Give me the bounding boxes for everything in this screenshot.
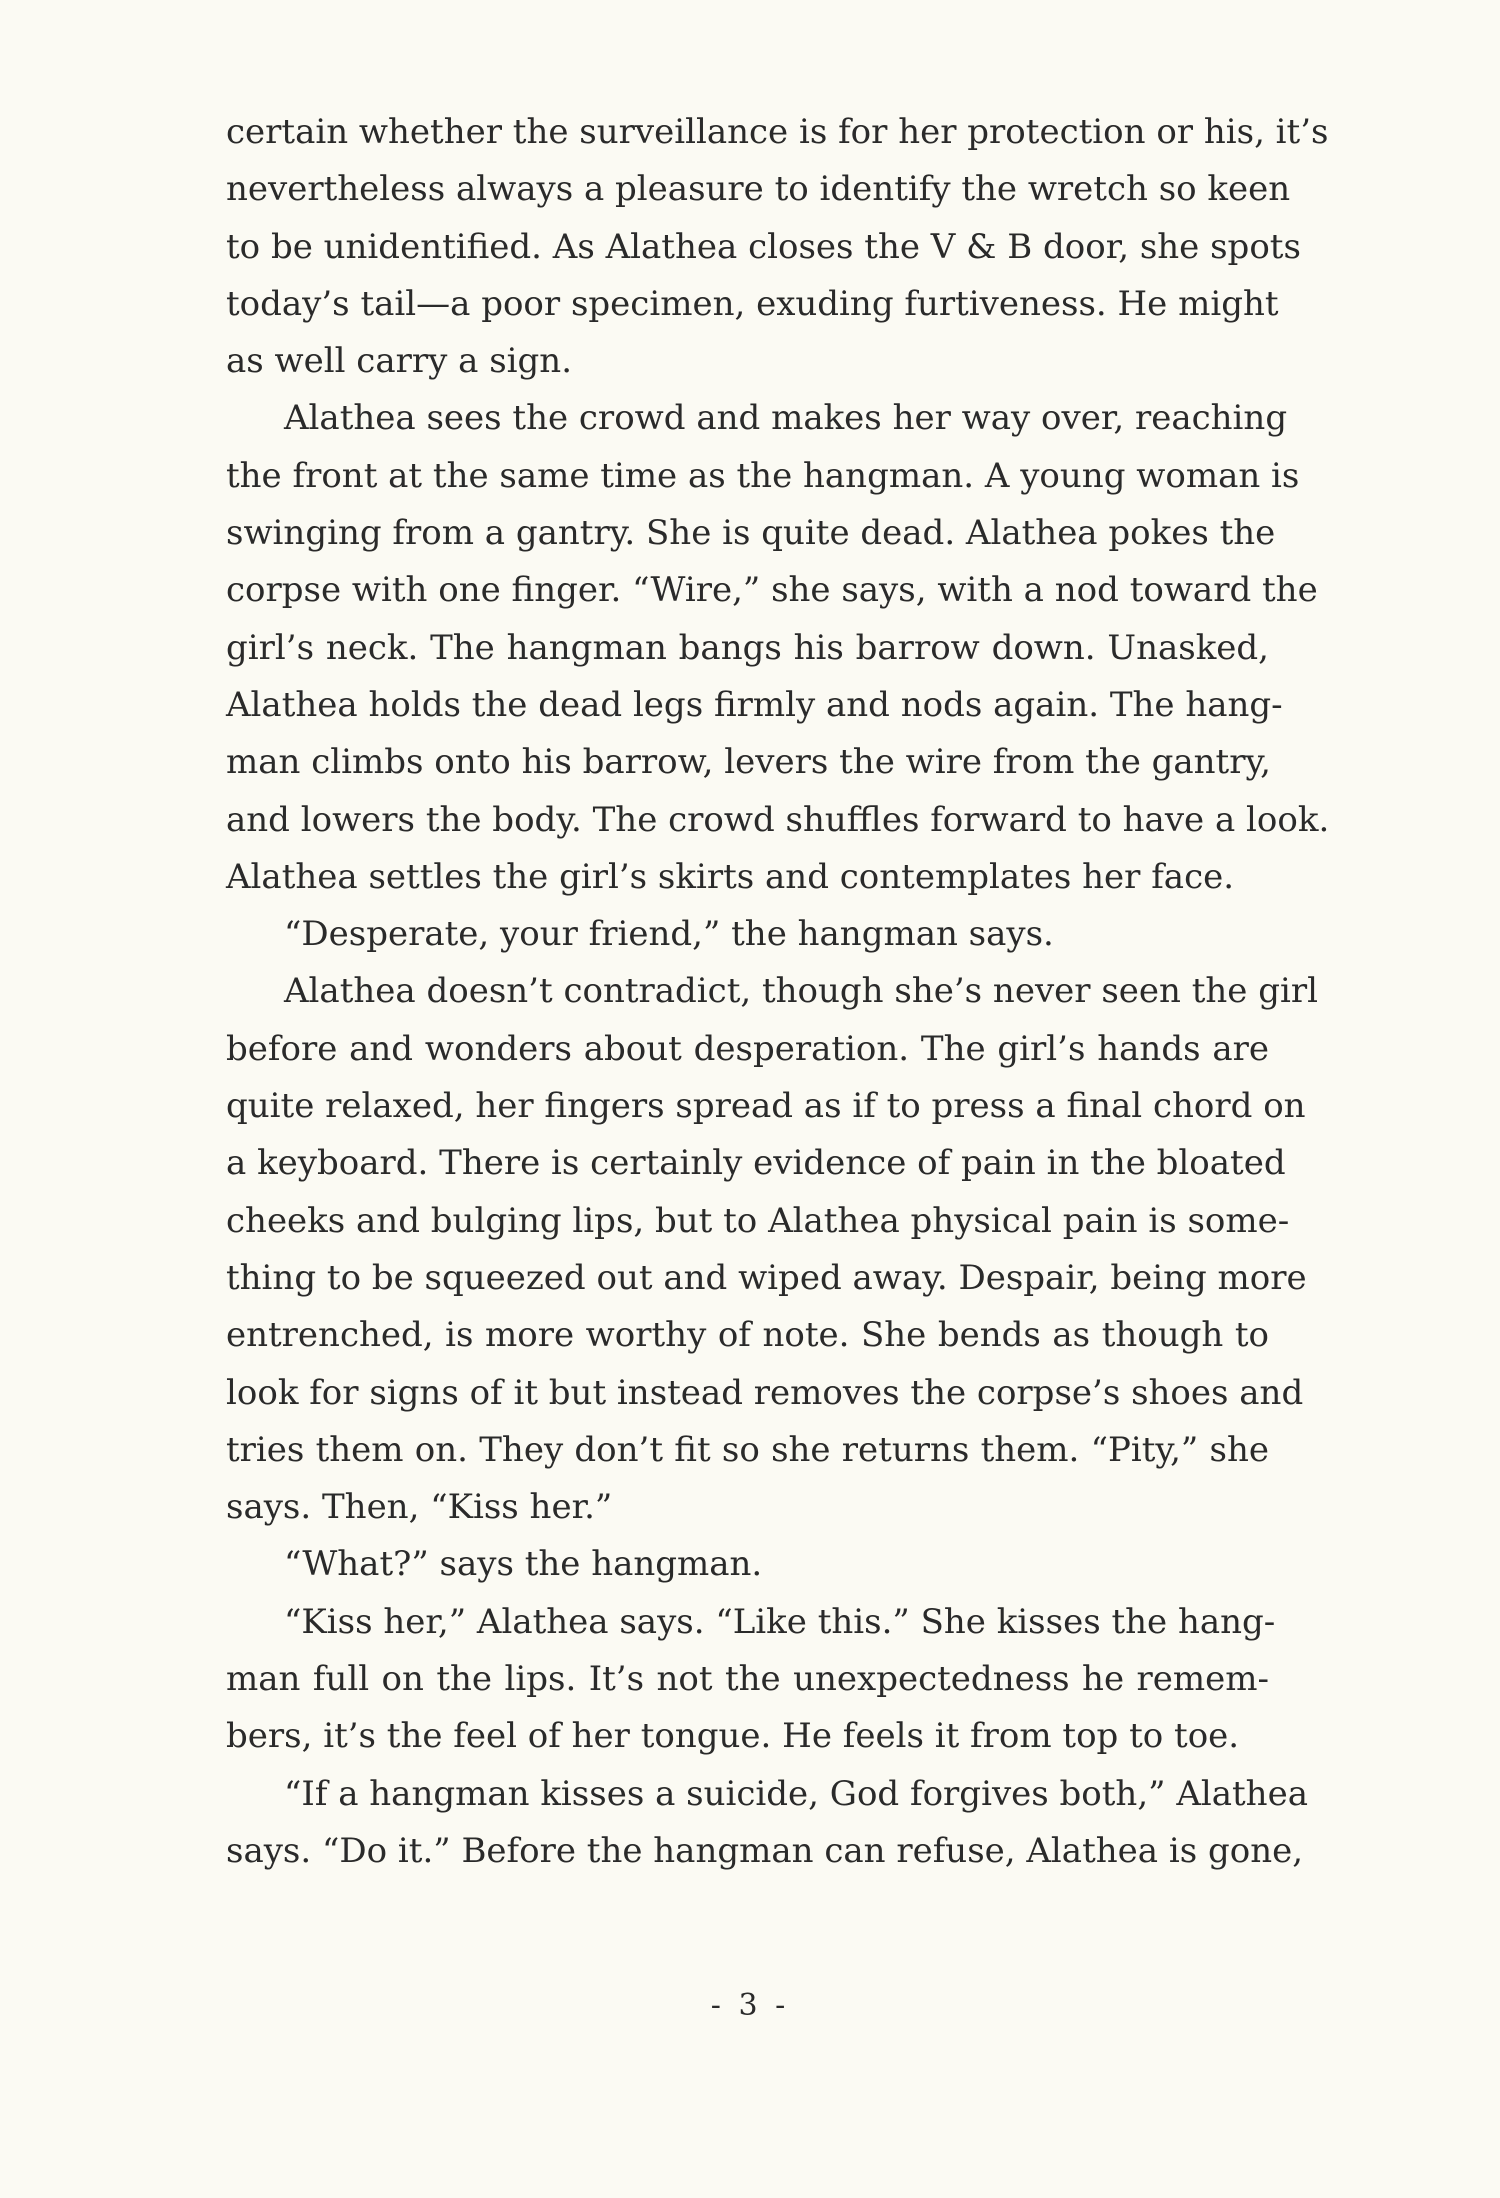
text-line: nevertheless always a pleasure to identify the wretch so keen [226,169,1291,210]
text-line: Alathea sees the crowd and makes her way over, reaching [284,398,1288,439]
text-line: corpse with one finger. “Wire,” she says, with a nod toward the [226,570,1318,611]
text-line: quite relaxed, her fingers spread as if to press a final chord on [226,1086,1306,1127]
text-line: Alathea doesn’t contradict, though she’s never seen the girl [284,971,1318,1012]
text-line: thing to be squeezed out and wiped away. Despair, being more [226,1257,1307,1298]
page-number: - 3 - [710,1988,790,2023]
text-line: entrenched, is more worthy of note. She bends as though to [226,1315,1269,1356]
text-line: says. “Do it.” Before the hangman can refuse, Alathea is gone, [226,1830,1304,1871]
text-line: as well carry a sign. [226,341,573,382]
text-line: man full on the lips. It’s not the unexpectedness he remem- [226,1659,1269,1700]
text-line: Alathea holds the dead legs firmly and nods again. The hang- [226,684,1283,725]
text-line: says. Then, “Kiss her.” [226,1487,613,1528]
text-line: man climbs onto his barrow, levers the wire from the gantry, [226,742,1271,783]
text-line: “If a hangman kisses a suicide, God forgives both,” Alathea [284,1773,1308,1814]
text-line: swinging from a gantry. She is quite dead. Alathea pokes the [226,513,1276,554]
text-line: Alathea settles the girl’s skirts and contemplates her face. [226,856,1235,897]
text-line: tries them on. They don’t fit so she returns them. “Pity,” she [226,1429,1269,1470]
text-line: “Kiss her,” Alathea says. “Like this.” She kisses the hang- [284,1601,1276,1642]
text-line: certain whether the surveillance is for her protection or his, it’s [226,112,1329,152]
text-line: “Desperate, your friend,” the hangman says. [284,914,1054,955]
text-line: bers, it’s the feel of her tongue. He feels it from top to toe. [226,1716,1240,1757]
page-body-text [226,104,1330,1880]
text-line: the front at the same time as the hangman. A young woman is [226,455,1300,496]
text-line: look for signs of it but instead removes the corpse’s shoes and [226,1372,1304,1413]
text-line: to be unidentified. As Alathea closes the V & B door, she spots [226,226,1301,267]
text-line: today’s tail—a poor specimen, exuding furtiveness. He might [226,283,1279,324]
text-line: before and wonders about desperation. The girl’s hands are [226,1028,1269,1069]
text-line: girl’s neck. The hangman bangs his barrow down. Unasked, [226,627,1269,668]
text-line: a keyboard. There is certainly evidence of pain in the bloated [226,1143,1286,1184]
text-line: cheeks and bulging lips, but to Alathea physical pain is some- [226,1200,1290,1241]
text-line: and lowers the body. The crowd shuffles forward to have a look. [226,799,1330,840]
text-line: “What?” says the hangman. [284,1544,763,1585]
